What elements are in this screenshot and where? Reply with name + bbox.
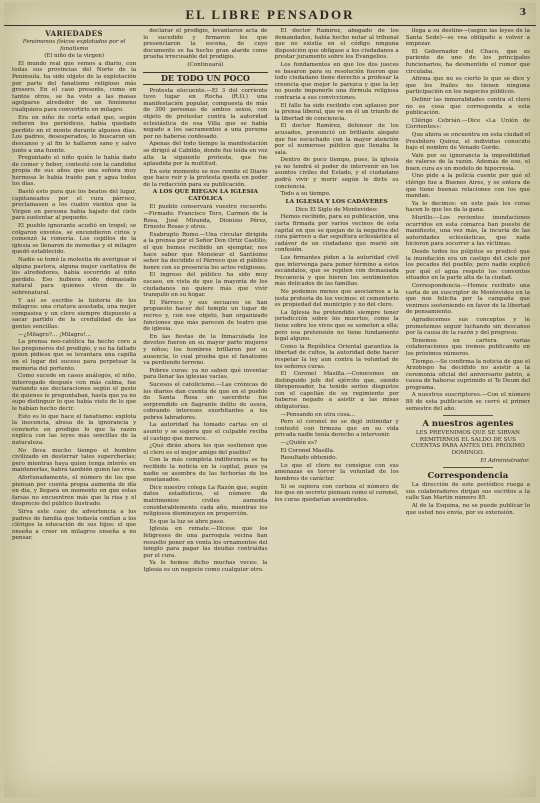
newspaper-page [4,3,536,797]
paragraph: Dice nuestro colega La Razón que, según datos estadísticos, el número de matrimonios civiles aumenta considerablemente cada año, mientras los religiosos disminuyen en proporción. [143,484,268,518]
paragraph: A nuestros suscriptores.—Con el número 89 de esta publicación se cerró el primer semestre del año. [405,392,530,412]
paragraph: Los firmantes piden a la autoridad civil que intervenga para poner término a estos escándalos, que se repiten con demasiada frecuencia y que hieren los sentimientos más delicados de las familias. [274,255,399,288]
notice-text: LES PREVENIMOS QUE SE SIRVAN REMITIRNOS EL SALDO DE SUS CUENTAS PARA ANTES DEL PRÓXIMO DOMINGO. [410,430,525,457]
column-3 [275,28,399,791]
paragraph: En las fiestas de la Inmaculada los devotos fueron en su mayor parte mujeres y niños; los hombres brillaron por su ausencia, lo cual prueba que el fanatismo va perdiendo terreno. [143,333,268,367]
paragraph: El doctor Ramírez, abogado de los demandados, había hecho notar al tribunal que no existía en el código ninguna disposición que obligase a los ciudadanos a prestar juramento sobre los Evangelios. [274,28,399,61]
paragraph: Si se supiera con certeza el número de los que en secreto piensan como el coronel, los curas quedarían asombrados. [274,483,399,503]
page-number: 3 [519,8,526,18]
paragraph: Lo que el clero no consigue con sus amenazas es torcer la voluntad de los hombres de carácter. [274,462,399,482]
paragraph: Pero el coronel no se dejó intimidar y contestó con firmeza que en su vida privada nadie tenía derecho a intervenir. [274,419,399,439]
paragraph: La Iglesia ha pretendido siempre tener jurisdicción sobre los muertos, como la tiene sobre los vivos que se someten a ella; pero esa pretensión no tiene fundamento legal alguno. [274,309,399,343]
column-4 [406,28,530,791]
paragraph: La prensa neo-católica ha hecho coro a los pregoneros del prodigio, y no ha faltado quien pidiese que se levantara una capilla en el lugar del suceso para perpetuar la memoria del portento. [12,339,137,372]
paragraph: Murillo.—Los recientes inundaciones ocurridos en esta comarca han puesto de manifiesto, una vez más, la incuria de las autoridades eclesiásticas, que nada hicieron para socorrer a las víctimas. [405,215,530,248]
paragraph: Desde todos los púlpitos se predicó que la inundación era un castigo del cielo por los pecados del pueblo; pero nadie explicó por qué el agua respetó los conventos situados en la parte alta de la ciudad. [405,249,530,282]
paragraph: Clérigo Cebrián.—Dice «La Unión de Corrientes»: [405,117,530,131]
paragraph: Sucesos el catolicismo.—Las crónicas de los diarios dan cuenta de que en el pueblo de Santa Rosa un sacerdote fue sorprendido en flagrante delito de usura, cobrando intereses exorbitantes a los pobres labradores. [143,381,268,421]
paragraph: Sirva este caso de advertencia a los padres de familia que todavía confían a los clérigos la educación de sus hijos: el que enseña a creer en milagros enseña a no pensar. [12,508,137,542]
paragraph: —¿Quién es? [280,440,317,447]
paragraph: Iglesia en remate.—Dícese que los feligreses de una parroquia vecina han resuelto poner en venta los ornamentos del templo para pagar las deudas contraídas por el cura. [143,526,268,559]
paragraph: Bastó esto para que los beatos del lugar, capitaneados por el cura párroco, proclamasen a los cuatro vientos que la Virgen en persona había bajado del cielo para sustentar al pequeño. [12,189,137,222]
article-source: Dice El Siglo de Montevideo: [295,206,378,213]
paragraph: Exabrupto Romo.—Una circular dirigida a la prensa por el Señor Don Ortiz Castillo, el que hemos recibido un ejemplar, nos hace saber que Monsieur el Santísimo señor ha decidido el Párroco que el público honre con su presencia los actos religiosos. [143,231,268,271]
paragraph: No lleva mucho tiempo el hombre civilizado en desterrar tales supercherías; pero mientras haya quien tenga interés en mantenerlas, habrá también quien las crea. [12,447,137,474]
paragraph: Afortunadamente, el número de los que piensan por cuenta propia aumenta de día en día, y llegará un momento en que estas farsas no encuentren más que la risa y el desprecio del público ilustrado. [12,475,137,508]
paragraph: Dentro de poco tiempo, pues, la iglesia ya no tendrá el poder de intervenir en los asuntos civiles del Estado, y el ciudadano podrá vivir y morir según le dicte su conciencia. [274,157,399,190]
paragraph: La dirección de este periódico ruega a sus colaboradores dirijan sus escritos a la calle San Martín número 85. [405,482,530,502]
paragraph: Protesta elocuente.—El 3 del corriente tuvo lugar en Rocha (R.O.) una manifestación popular, compuesta de más de 300 personas de ambos sexos, con objeto de protestar contra la autoridad eclesiástica de esa Villa que se había negado a los sacramentos a una persona por no haberse confesado. [143,87,268,140]
column-1 [12,28,136,791]
paragraph: Ya lo hemos dicho muchas veces: la Iglesia es un negocio como cualquier otro. [143,560,268,573]
article-columns [12,28,530,791]
paragraph: —Pensando en otra cosa... [280,411,356,418]
column-2 [143,28,267,791]
paragraph: El doctor Ramírez, defensor de los acusados, pronunció un brillante alegato que fue escuchado con la mayor atención por el numeroso público que llenaba la sala. [274,123,399,156]
paragraph: Definir las inmoralidades contra el clero no es cosa que corresponda a esta publicación. [405,96,530,117]
paragraph: El mundo real que vemos a diario, con todas sus provincias del Norte de la Península, ha sido objeto de la explotación por parte del fanatismo religioso más grosero. En el caso presente, como en tantos otros, se ha visto a las masas agolparse alrededor de un fenómeno cualquiera para convertirlo en milagro. [12,60,137,113]
paragraph: Uno pide a la policía cuente por qué el clérigo fue a Buenos Aires, y se entera de que tiene buenas relaciones con los que mandan. [405,173,530,200]
paragraph: Esto es lo que hace el fanatismo: explota la inocencia, abusa de la ignorancia y convierte en prodigio lo que la razón explica con las leyes más sencillas de la naturaleza. [12,413,137,447]
paragraph: Todo a su tiempo. [280,191,331,198]
paragraph: En este momento se nos remite el Diario que hace reír y la protesta queda en poder de la redacción para su publicación. [143,168,268,188]
paragraph: Los fundamentos en que los dos jueces se basaron para su resolución fueron que todo ciudadano tiene derecho a profesar la creencia que mejor le parezca y que la ley no puede imponerle una fórmula religiosa contraria a sus convicciones. [274,61,399,101]
masthead [4,3,536,26]
article-byline: (El niño de la virgen) [44,53,105,60]
paragraph: El Coronel Masilla.—Conocemos un distinguido jefe del ejército que, siendo librepensador, ha tenido serios disgustos con el capellán de su regimiento por haberse negado a asistir a las misas obligatorias. [274,371,399,411]
continued-note: (Continuará) [187,61,224,68]
section-heading-de-todo-un-poco: DE TODO UN POCO [143,72,267,85]
paragraph: Hemos recibido, para su publicación, una carta firmada por varios vecinos de esta capital en que se quejan de la negativa del cura párroco a dar sepultura eclesiástica al cadáver de un ciudadano que murió sin confesión. [274,214,399,254]
paragraph: Era un niño de corta edad que, según refieren los periódicos, había quedado perdido en el monte durante algunos días. Los padres, desesperados, lo buscaron sin descanso y al fin lo hallaron sano y salvo junto a una fuente. [12,114,137,154]
paragraph: Con la más completa indiferencia se ha recibido la noticia en la capital, pues ya nadie se asombra de las fechorías de los ensotanados. [143,457,268,484]
divider [443,415,493,416]
paragraph: Tenemos en cartera varias colaboraciones que iremos publicando en los próximos números. [405,337,530,357]
paragraph: El ingreso del público ha sido muy escaso, en vista de que la mayoría de los ciudadanos no quiere más que vivir tranquilo en su hogar. [143,272,268,299]
paragraph: El Coronel Masilla. [280,447,335,454]
article-subheading: A LOS QUE RIEGAN LA IGLESIA CATÓLICA [152,189,258,203]
paragraph: Correspondencia.—Hemos recibido una carta de un suscriptor de Montevideo en la que nos felicita por la campaña que venimos sosteniendo en favor de la libertad de pensamiento. [405,282,530,316]
paragraph: —¿Milagro?... ¡Milagro!... [18,331,92,338]
paragraph: Apenas del todo tiempo la manifestación se dirigió al Cabildo, donde fue leída en voz alta la siguiente protesta, que fue aplaudida por la multitud. [143,141,268,168]
paragraph: El Párroco y sus secuaces se han propuesto hacer del templo un lugar de recreo y, con ese objeto, han organizado funciones que más parecen de teatro que de iglesia. [143,299,268,333]
paragraph: Pobres curas: ya no saben qué inventar para llenar las iglesias vacías. [143,367,268,381]
newspaper-title: EL LIBRE PENSADOR [185,7,355,22]
paragraph: declarar el prodigio, levantaron acta de lo sucedido y firmaron los que presenciaron la escena, de cuyo documento se ha hecho gran alarde como prueba irrecusable del prodigio. [143,28,268,61]
notice-signature: El Administrador. [480,457,530,464]
paragraph: El pueblo conservará vuestro recuerdo. —Firmado: Francisco Toro, Carmen de la Rosa, José Miranda, Dionisio Pérez, Ernesto Rosas y otros. [143,204,268,231]
paragraph: Resultado obtenido. [280,455,338,462]
paragraph: llega a su destino—(según las leyes de la Santa Sede)—se vea obligado a volver a empezar. [405,28,530,48]
paragraph: Es que la luz se abre paso. [149,518,225,525]
article-subheading: LA IGLESIA Y LOS CADÁVERES [285,198,388,205]
paragraph: Como la República Oriental garantiza la libertad de cultos, la autoridad debe hacer respetar la ley aun contra la voluntad de los señores curas. [274,343,399,370]
paragraph: Ya lo decimos: en este país los curas hacen lo que les da la gana. [405,200,530,214]
paragraph: Agradecemos sus conceptos y le prometemos seguir luchando sin descanso por la causa de la razón y del progreso. [405,316,530,337]
paragraph: Que ahora se encuentra en esta ciudad el Presbítero Quiroz, el individuo conocido bajo el nombre de Venado Gordo. [405,131,530,152]
section-heading-variedades: VARIEDADES [45,29,103,38]
paragraph: Vale por su ignorancia la imposibilidad de valerse de la razón. Además de eso, el buen cura es un modelo de hipocresía. [405,152,530,172]
paragraph: Preguntado el niño quién le había dado de comer y beber, contestó con la candidez propia de sus años que una señora muy hermosa le había traído pan y agua todos los días. [12,155,137,188]
notice-heading-agents: A nuestros agentes [422,419,514,430]
paragraph: El Gobernador del Chaco, que es pariente de uno de los principales funcionarios, ha desmentido el rumor que circulaba. [405,48,530,75]
paragraph: Como sucede en casos análogos, el niño, interrogado después con más calma, fue variando sus declaraciones según el gusto de quienes le preguntaban, hasta que ya no supo distinguir lo que había visto de lo que le habían hecho decir. [12,373,137,413]
paragraph: Y así se escribe la historia de los milagros: una criatura asustada, una mujer compasiva y un clero siempre dispuesto a sacar partido de la credulidad de las gentes sencillas. [12,297,137,330]
article-subheading: Fenómenos físicos explotados por el fanatismo [22,39,126,52]
paragraph: La autoridad ha tomado cartas en el asunto y se espera que el culpable reciba el castigo que merece. [143,422,268,442]
paragraph: El fallo ha sido recibido con aplauso por la prensa liberal, que ve en él un triunfo de la libertad de conciencia. [274,102,399,122]
divider [443,467,493,468]
notice-heading-correspondence: Correspondencia [427,471,509,482]
paragraph: Tiempo.—Se confirma la noticia de que el Arzobispo ha decidido no asistir a la ceremonia oficial del aniversario patrio, a causa de haberse suprimido el Te Deum del programa. [405,358,530,391]
paragraph: Afirma que no es cierto lo que se dice y que los frailes no tienen ninguna participación en los negocios públicos. [405,76,530,96]
paragraph: El pueblo ignorante acudió en tropel; se colgaron exvotos, se encendieron cirios y comenzó la romería. Los cepillos de la iglesia se llenaron de monedas y el milagro quedó establecido. [12,223,137,256]
paragraph: Nadie se tomó la molestia de averiguar si alguna pastora, alguna mujer caritativa de los alrededores, había socorrido al niño perdido. Eso hubiera sido demasiado natural para quienes viven de lo sobrenatural. [12,257,137,296]
paragraph: Al de la Esquina, no se puede publicar lo que usted nos envía, por su extensión. [405,503,530,516]
paragraph: No podemos menos que asociarnos a la justa protesta de los vecinos: el cementerio es propiedad del municipio y no del clero. [274,288,399,309]
paragraph: ¿Qué dirán ahora los que sostienen que el clero es el mejor amigo del pueblo? [143,443,268,456]
